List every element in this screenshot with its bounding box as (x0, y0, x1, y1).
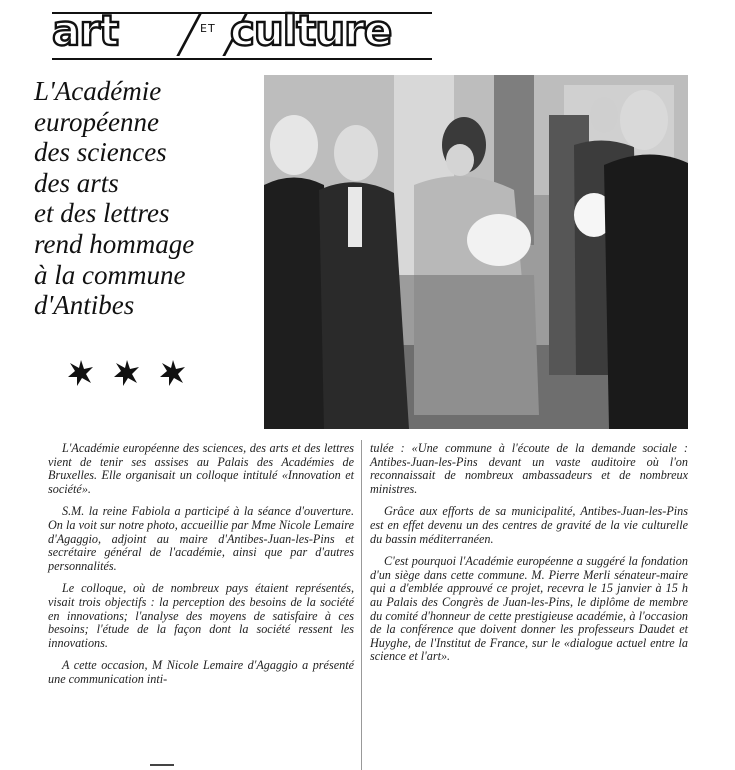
article-column-left (48, 442, 354, 696)
article-paragraph: L'Académie européenne des sciences, des arts et des lettres vient de tenir ses assises au Palais des Académies de Bruxelles. Elle organisait un colloque intitulé «Innovation et société». (48, 441, 354, 496)
headline-line: des sciences (34, 137, 167, 168)
headline-line: des arts (34, 167, 119, 198)
article-paragraph: Le colloque, où de nombreux pays étaient représentés, visait trois objectifs : la perception des besoins de la société en innovations; l'analyse des moyens de satisfaire à ces besoins; l'étude de la façon dont la société ressent les innovations. (48, 581, 354, 650)
article-paragraph: S.M. la reine Fabiola a participé à la séance d'ouverture. On la voit sur notre photo, accueillie par Mme Nicole Lemaire d'Agaggio, adjoint au maire d'Antibes-Juan-les-Pins et secrétaire général de l'académie, ainsi que par d'autres personnalités. (48, 504, 354, 573)
star-ornament-icon (112, 358, 142, 388)
masthead-word-culture: culture (230, 6, 392, 55)
headline-line: L'Académie (34, 76, 162, 106)
article-headline (34, 76, 264, 321)
column-divider (361, 440, 362, 770)
headline-line: européenne (34, 106, 159, 137)
article-paragraph: A cette occasion, M Nicole Lemaire d'Agaggio a présenté une communication inti- (48, 658, 354, 686)
page-edge-mark (150, 764, 174, 766)
star-ornament (66, 358, 196, 394)
headline-line: d'Antibes (34, 290, 135, 321)
press-photo-reception (264, 75, 688, 429)
press-photo (264, 75, 688, 429)
masthead-connector: ET (200, 22, 216, 35)
article-paragraph: C'est pourquoi l'Académie européenne a suggéré la fondation d'un siège dans cette commune. M. Pierre Merli sénateur-maire qui a d'emblée approuvé ce projet, recevra le 15 janvier à 15 h au Palais des Congrès de Juan-les-Pins, le diplôme de membre du comité d'honneur de cette prestigieuse académie, à l'occasion de la conférence que doivent donner les professeurs Daudet et Huyghe, de l'Institut de France, sur le «dialogue actuel entre la science et l'art». (370, 554, 688, 664)
star-ornament-icon (66, 358, 96, 388)
section-masthead (52, 4, 452, 60)
headline-line: et des lettres (34, 198, 170, 229)
article-column-right (370, 442, 688, 673)
article-paragraph: Grâce aux efforts de sa municipalité, Antibes-Juan-les-Pins est en effet devenu un des centres de gravité de la vie culturelle du bassin méditerranéen. (370, 504, 688, 546)
headline-line: rend hommage (34, 228, 195, 259)
masthead-word-art: art (52, 6, 119, 55)
headline-line: à la commune (34, 259, 186, 290)
star-ornament-icon (158, 358, 188, 388)
article-paragraph: tulée : «Une commune à l'écoute de la demande sociale : Antibes-Juan-les-Pins devant un vaste auditoire où l'on reconnaissait de nombreux ambassadeurs et de nombreux ministres. (370, 441, 688, 496)
